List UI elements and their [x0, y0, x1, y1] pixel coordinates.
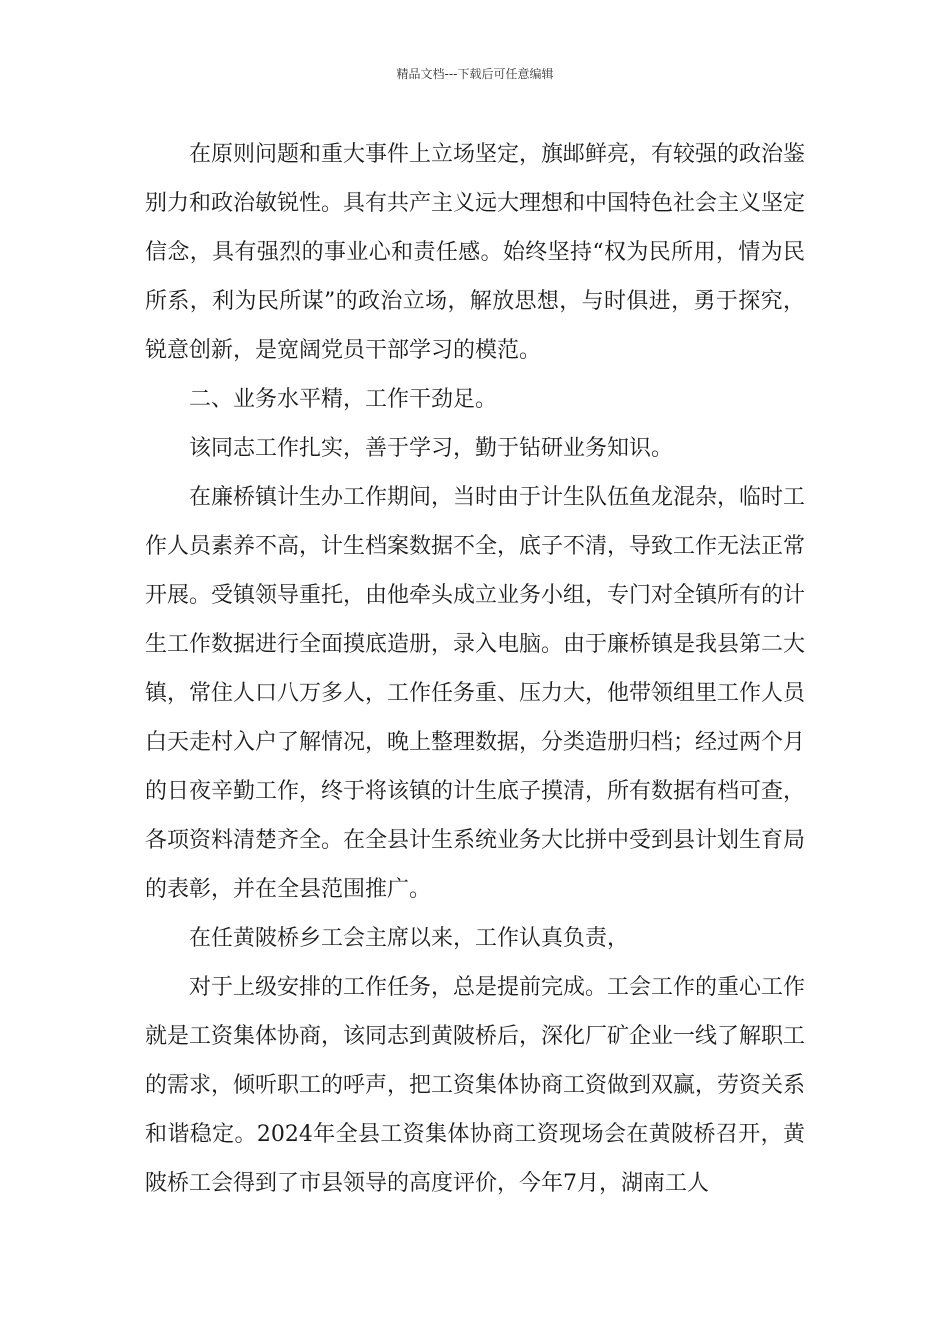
paragraph-union-intro: 在任黄陂桥乡工会主席以来，工作认真负责， — [189, 926, 630, 951]
section-heading-business: 二、业务水平精，工作干劲足。 — [189, 387, 498, 412]
page-header: 精品文档---下载后可任意编辑 — [396, 67, 554, 81]
paragraph-family-planning: 在廉桥镇计生办工作期间，当时由于计生队伍鱼龙混杂，临时工作人员素养不高，计生档案数据不全，底子不清，导致工作无法正常开展。受镇领导重托，由他牵头成立业务小组，专门对全镇所有的计生工作数据进行全面摸底造册，录入电脑。由于廉桥镇是我县第二大镇，常住人口八万多人，工作任务重、压力大，他带领组里工作人员白天走村入户了解情况，晚上整理数据，分类造册归档；经过两个月的日夜辛勤工作，终于将该镇的计生底子摸清，所有数据有档可查，各项资料清楚齐全。在全县计生系统业务大比拼中受到县计划生育局的表彰，并在全县范围推广。 — [145, 485, 806, 902]
paragraph-political-stance: 在原则问题和重大事件上立场坚定，旗䢺鲜亮，有较强的政治鉴别力和政治敏锐性。具有共产主义远大理想和中国特色社会主义坚定信念，具有强烈的事业心和责任感。始终坚持“权为民所用，情为民所系，利为民所谋”的政治立场，解放思想，与时俱进，勇于探究，锐意创新，是宽阔党员干部学习的模范。 — [145, 142, 806, 363]
paragraph-study: 该同志工作扎实，善于学习，勤于钻研业务知识。 — [189, 436, 674, 461]
document-body — [145, 130, 805, 1208]
paragraph-union-work: 对于上级安排的工作任务，总是提前完成。工会工作的重心工作就是工资集体协商，该同志到黄陂桥后，深化厂矿企业一线了解职工的需求，倾听职工的呼声，把工资集体协商工资做到双赢，劳资关系和谐稳定。2024年全县工资集体协商工资现场会在黄陂桥召开，黄陂桥工会得到了市县领导的高度评价，今年7月，湖南工人 — [145, 975, 806, 1196]
